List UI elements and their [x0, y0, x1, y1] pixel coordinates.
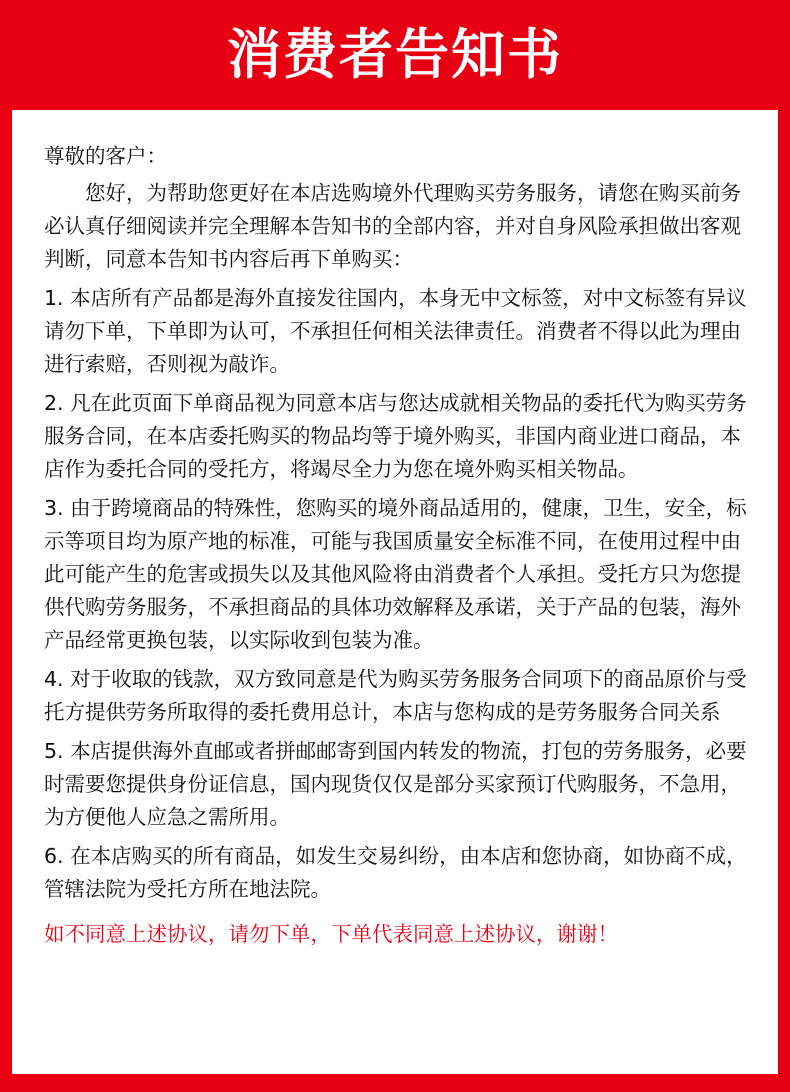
clause-item [44, 840, 756, 906]
notice-panel [12, 110, 778, 1074]
clause-item [44, 492, 756, 657]
greeting: 尊敬的客户： [44, 144, 167, 168]
clause-item [44, 387, 756, 486]
notice-content [44, 140, 756, 951]
clause-text: 本店所有产品都是海外直接发往国内，本身无中文标签，对中文标签有异议请勿下单，下单即为认可，不承担任何相关法律责任。消费者不得以此为理由进行索赔，否则视为敲诈。 [44, 286, 747, 376]
clause-text: 本店提供海外直邮或者拼邮邮寄到国内转发的物流，打包的劳务服务，必要时需要您提供身份证信息，国内现货仅仅是部分买家预订代购服务，不急用，为方便他人应急之需所用。 [44, 739, 747, 829]
clause-number: 5. [44, 739, 64, 763]
page-title: 消费者告知书 [227, 23, 563, 86]
disclaimer-notice: 如不同意上述协议，请勿下单，下单代表同意上述协议，谢谢！ [44, 922, 618, 946]
clause-item [44, 663, 756, 729]
clause-text: 凡在此页面下单商品视为同意本店与您达成就相关物品的委托代为购买劳务服务合同，在本店委托购买的物品均等于境外购买，非国内商业进口商品，本店作为委托合同的受托方，将竭尽全力为您在境外购买相关物品。 [44, 391, 747, 481]
clause-text: 对于收取的钱款，双方致同意是代为购买劳务服务合同项下的商品原价与受托方提供劳务所取得的委托费用总计，本店与您构成的是劳务服务合同关系 [44, 667, 747, 724]
intro-paragraph: 您好，为帮助您更好在本店选购境外代理购买劳务服务，请您在购买前务必认真仔细阅读并完全理解本告知书的全部内容，并对自身风险承担做出客观判断，同意本告知书内容后再下单购买： [44, 181, 741, 271]
clause-number: 2. [44, 391, 64, 415]
clause-item [44, 282, 756, 381]
clause-number: 4. [44, 667, 64, 691]
clause-item [44, 735, 756, 834]
clause-number: 3. [44, 496, 64, 520]
clause-number: 6. [44, 844, 64, 868]
clause-number: 1. [44, 286, 64, 310]
clause-text: 由于跨境商品的特殊性，您购买的境外商品适用的，健康，卫生，安全，标示等项目均为原产地的标准，可能与我国质量安全标准不同，在使用过程中由此可能产生的危害或损失以及其他风险将由消费者个人承担。受托方只为您提供代购劳务服务，不承担商品的具体功效解释及承诺，关于产品的包装，海外产品经常更换包装，以实际收到包装为准。 [44, 496, 747, 652]
clause-text: 在本店购买的所有商品，如发生交易纠纷，由本店和您协商，如协商不成，管辖法院为受托方所在地法院。 [44, 844, 747, 901]
